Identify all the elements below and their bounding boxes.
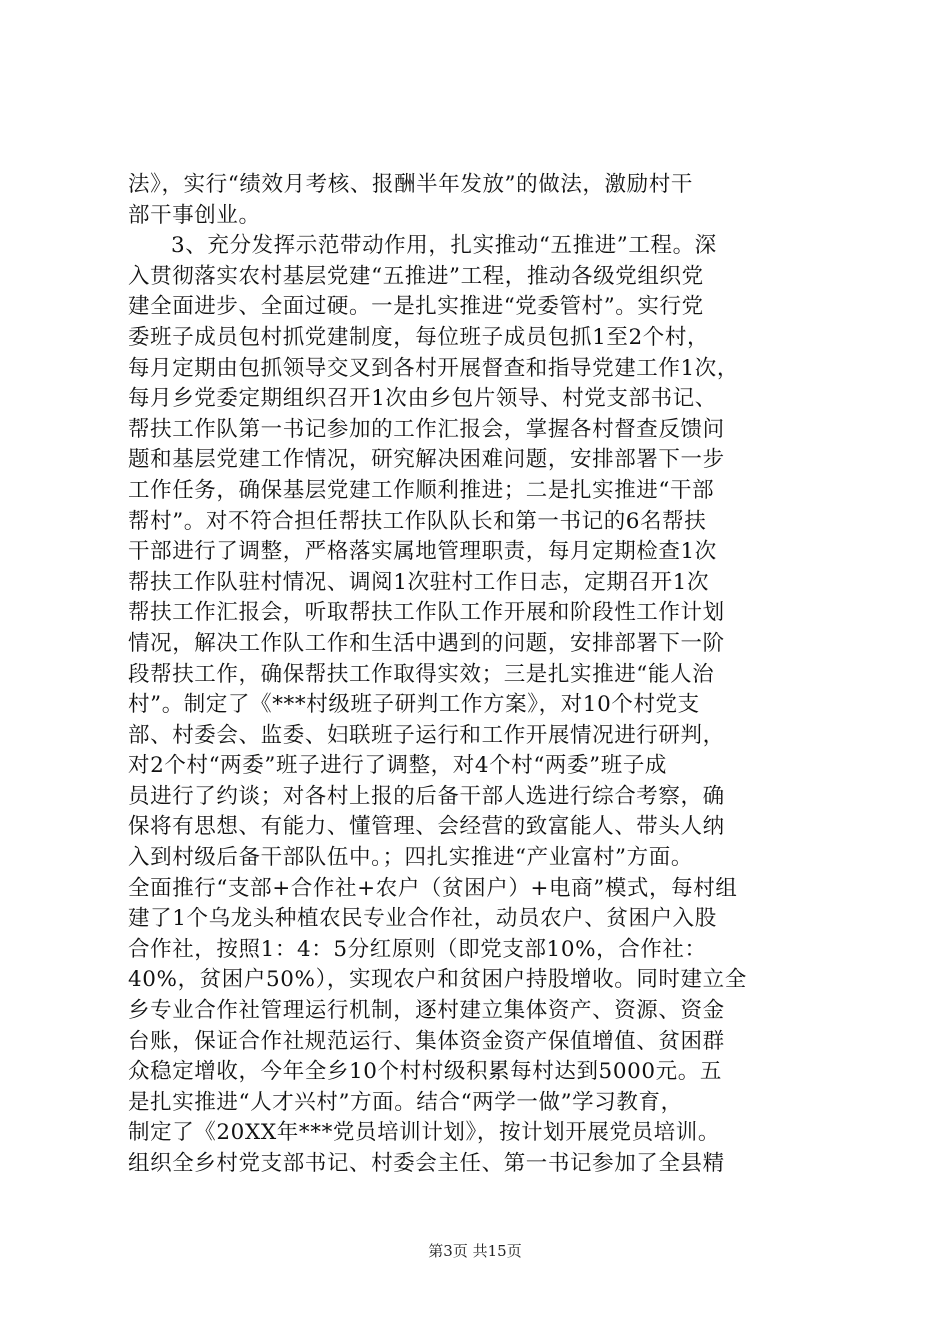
text-line: 入到村级后备干部队伍中。；四扎实推进“产业富村”方面。 <box>128 845 693 871</box>
text-line: 村”。制定了《***村级班子研判工作方案》，对10个村党支 <box>128 692 700 718</box>
text-line: 题和基层党建工作情况，研究解决困难问题，安排部署下一步 <box>128 447 725 473</box>
text-line: 台账，保证合作社规范运行、集体资金资产保值增值、贫困群 <box>128 1028 725 1054</box>
text-line: 每月定期由包抓领导交叉到各村开展督查和指导党建工作1次， <box>128 355 739 381</box>
text-line: 部、村委会、监委、妇联班子运行和工作开展情况进行研判， <box>128 722 725 748</box>
page-footer <box>0 1240 950 1261</box>
text-line: 建了1个乌龙头种植农民专业合作社，动员农户、贫困户入股 <box>128 906 717 932</box>
text-line: 全面推行“支部+合作社+农户（贫困户）+电商”模式，每村组 <box>128 875 738 901</box>
text-line: 40%，贫困户50%），实现农户和贫困户持股增收。同时建立全 <box>128 967 747 993</box>
text-line: 段帮扶工作，确保帮扶工作取得实效；三是扎实推进“能人治 <box>128 661 715 687</box>
text-line: 合作社，按照1：4：5分红原则（即党支部10%，合作社： <box>128 936 707 962</box>
text-line: 入贯彻落实农村基层党建“五推进”工程，推动各级党组织党 <box>128 263 704 289</box>
text-line: 每月乡党委定期组织召开1次由乡包片领导、村党支部书记、 <box>128 386 717 412</box>
body-text <box>128 170 832 1180</box>
text-line: 帮扶工作队第一书记参加的工作汇报会，掌握各村督查反馈问 <box>128 416 725 442</box>
text-line: 建全面进步、全面过硬。一是扎实推进“党委管村”。实行党 <box>128 294 704 320</box>
text-line: 帮村”。对不符合担任帮扶工作队队长和第一书记的6名帮扶 <box>128 508 707 534</box>
page-number: 第3页 共15页 <box>428 1242 522 1260</box>
text-line: 保将有思想、有能力、懂管理、会经营的致富能人、带头人纳 <box>128 814 725 840</box>
text-line: 工作任务，确保基层党建工作顺利推进；二是扎实推进“干部 <box>128 477 715 503</box>
text-line: 委班子成员包村抓党建制度，每位班子成员包抓1至2个村， <box>128 324 710 350</box>
text-line: 乡专业合作社管理运行机制，逐村建立集体资产、资源、资金 <box>128 998 725 1024</box>
text-line: 制定了《20XX年***党员培训计划》，按计划开展党员培训。 <box>128 1120 720 1146</box>
text-line: 是扎实推进“人才兴村”方面。结合“两学一做”学习教育， <box>128 1089 683 1115</box>
text-line: 法》，实行“绩效月考核、报酬半年发放”的做法，激励村干 <box>128 172 693 197</box>
text-line: 情况，解决工作队工作和生活中遇到的问题，安排部署下一阶 <box>128 630 725 656</box>
paragraph-first-line: 3、充分发挥示范带动作用，扎实推动“五推进”工程。深 <box>171 233 717 259</box>
text-line: 组织全乡村党支部书记、村委会主任、第一书记参加了全县精 <box>128 1151 725 1176</box>
text-line: 部干事创业。 <box>128 202 261 228</box>
text-line: 干部进行了调整，严格落实属地管理职责，每月定期检查1次 <box>128 539 717 565</box>
text-line: 帮扶工作队驻村情况、调阅1次驻村工作日志，定期召开1次 <box>128 569 710 595</box>
text-line: 众稳定增收，今年全乡10个村村级积累每村达到5000元。五 <box>128 1059 722 1085</box>
text-line: 对2个村“两委”班子进行了调整，对4个村“两委”班子成 <box>128 753 668 779</box>
text-line: 员进行了约谈；对各村上报的后备干部人选进行综合考察，确 <box>128 783 725 809</box>
text-line: 帮扶工作汇报会，听取帮扶工作队工作开展和阶段性工作计划 <box>128 600 725 626</box>
